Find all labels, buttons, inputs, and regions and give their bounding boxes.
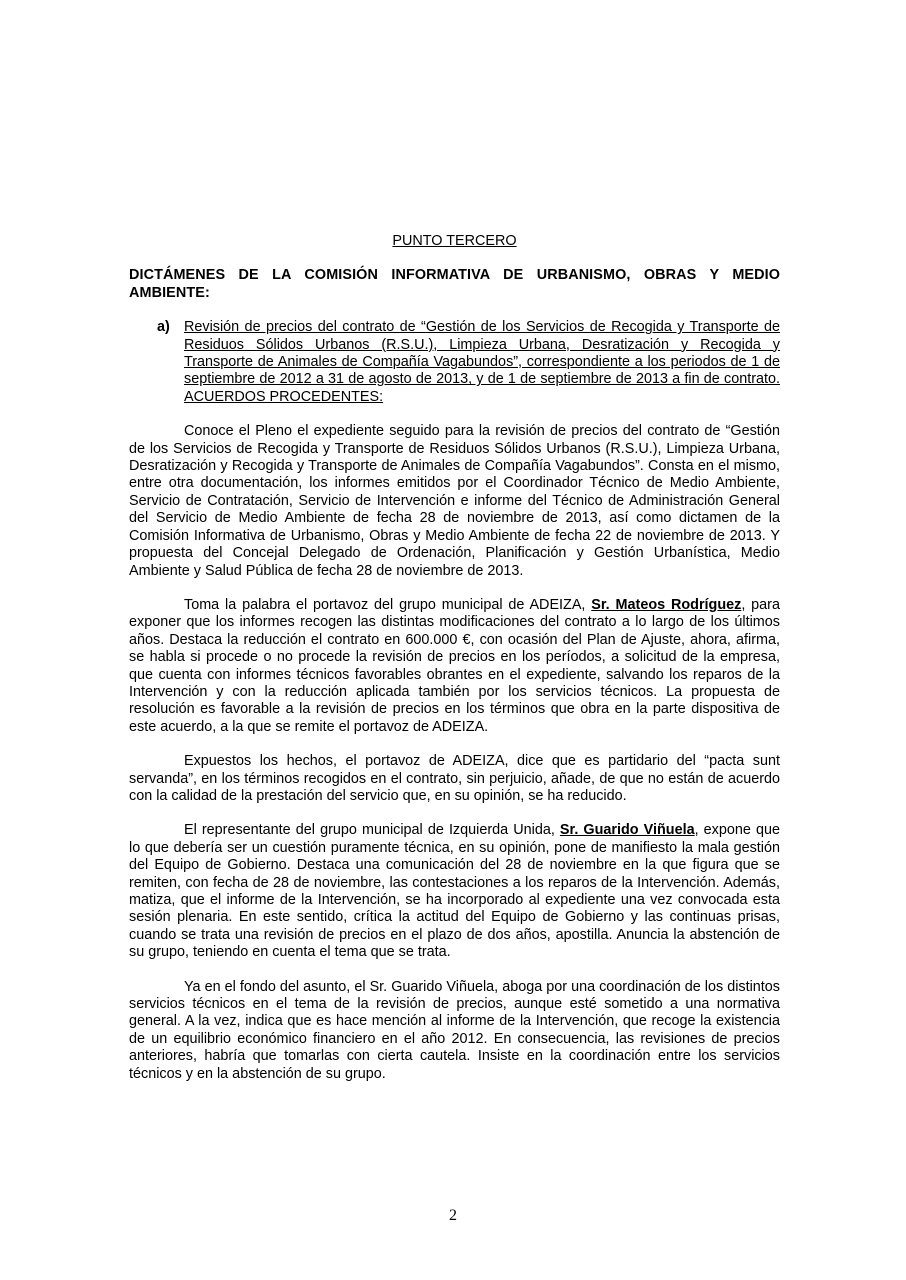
- agenda-item-label: a): [157, 319, 170, 336]
- paragraph-4-intro: El representante del grupo municipal de Izquierda Unida,: [184, 822, 560, 839]
- paragraph-2-intro: Toma la palabra el portavoz del grupo municipal de ADEIZA,: [184, 596, 592, 613]
- paragraph-3: Expuestos los hechos, el portavoz de ADEIZA, dice que es partidario del “pacta sunt servanda”, en los términos recogidos en el contrato, sin perjuicio, añade, de que no están de acuerdo con la calidad de la prestación del servicio que, en su opinión, se ha reducido.: [129, 753, 780, 804]
- paragraph-2: [129, 597, 780, 736]
- speaker-name: Sr. Mateos Rodríguez: [591, 596, 742, 613]
- section-heading: DICTÁMENES DE LA COMISIÓN INFORMATIVA DE URBANISMO, OBRAS Y MEDIO AMBIENTE:: [129, 267, 780, 301]
- paragraph-4: [129, 822, 780, 961]
- speaker-name: Sr. Guarido Viñuela: [559, 822, 695, 839]
- document-body: [129, 233, 780, 1100]
- agenda-item: [129, 319, 780, 406]
- paragraph-5: Ya en el fondo del asunto, el Sr. Guarido Viñuela, aboga por una coordinación de los distintos servicios técnicos en el tema de la revisión de precios, aunque esté sometido a una normativa general. A la vez, indica que es hace mención al informe de la Intervención, que recoge la existencia de un equilibrio económico financiero en el año 2012. En consecuencia, las revisiones de precios anteriores, habría que tomarlas con cierta cautela. Insiste en la coordinación entre los servicios técnicos y en la abstención de su grupo.: [129, 978, 780, 1082]
- paragraph-1: Conoce el Pleno el expediente seguido para la revisión de precios del contrato de “Gestión de los Servicios de Recogida y Transporte de Residuos Sólidos Urbanos (R.S.U.), Limpieza Urbana, Desratización y Recogida y Transporte de Animales de Compañía Vagabundos”. Consta en el mismo, entre otra documentación, los informes emitidos por el Coordinador Técnico de Medio Ambiente, Servicio de Contratación, Servicio de Intervención e informe del Técnico de Administración General del Servicio de Medio Ambiente de fecha 28 de noviembre de 2013, así como dictamen de la Comisión Informativa de Urbanismo, Obras y Medio Ambiente de fecha 22 de noviembre de 2013. Y propuesta del Concejal Delegado de Ordenación, Planificación y Gestión Urbanística, Medio Ambiente y Salud Pública de fecha 28 de noviembre de 2013.: [129, 423, 780, 579]
- page-number: 2: [449, 1207, 457, 1224]
- paragraph-4-body: , expone que lo que debería ser un cuestión puramente técnica, en su opinión, pone de manifiesto la mala gestión del Equipo de Gobierno. Destaca una comunicación del 28 de noviembre en la que figura que se remiten, con fecha de 28 de noviembre, las contestaciones a los reparos de la Intervención. Además, matiza, que el informe de la Intervención, se ha incorporado al expediente una vez convocada esta sesión plenaria. En este sentido, crítica la actitud del Equipo de Gobierno y las continuas prisas, cuando se trata una revisión de precios en el plazo de dos años, apostilla. Anuncia la abstención de su grupo, teniendo en cuenta el tema que se trata.: [129, 822, 780, 961]
- section-title: PUNTO TERCERO: [392, 233, 517, 249]
- agenda-item-text: Revisión de precios del contrato de “Gestión de los Servicios de Recogida y Transporte de Residuos Sólidos Urbanos (R.S.U.), Limpieza Urbana, Desratización y Recogida y Transporte de Animales de Compañía Vagabundos”, correspondiente a los periodos de 1 de septiembre de 2012 a 31 de agosto de 2013, y de 1 de septiembre de 2013 a fin de contrato. ACUERDOS PROCEDENTES:: [184, 319, 780, 405]
- paragraph-2-body: , para exponer que los informes recogen las distintas modificaciones del contrato a lo largo de los últimos años. Destaca la reducción el contrato en 600.000 €, con ocasión del Plan de Ajuste, ahora, afirma, se habla si procede o no procede la revisión de precios en los períodos, a solicitud de la empresa, que cuenta con informes técnicos favorables obrantes en el expediente, salvando los reparos de la Intervención y con la reducción aplicada también por los servicios técnicos. La propuesta de resolución es favorable a la revisión de precios en los términos que obra en la parte dispositiva de este acuerdo, a la que se remite el portavoz de ADEIZA.: [129, 596, 780, 735]
